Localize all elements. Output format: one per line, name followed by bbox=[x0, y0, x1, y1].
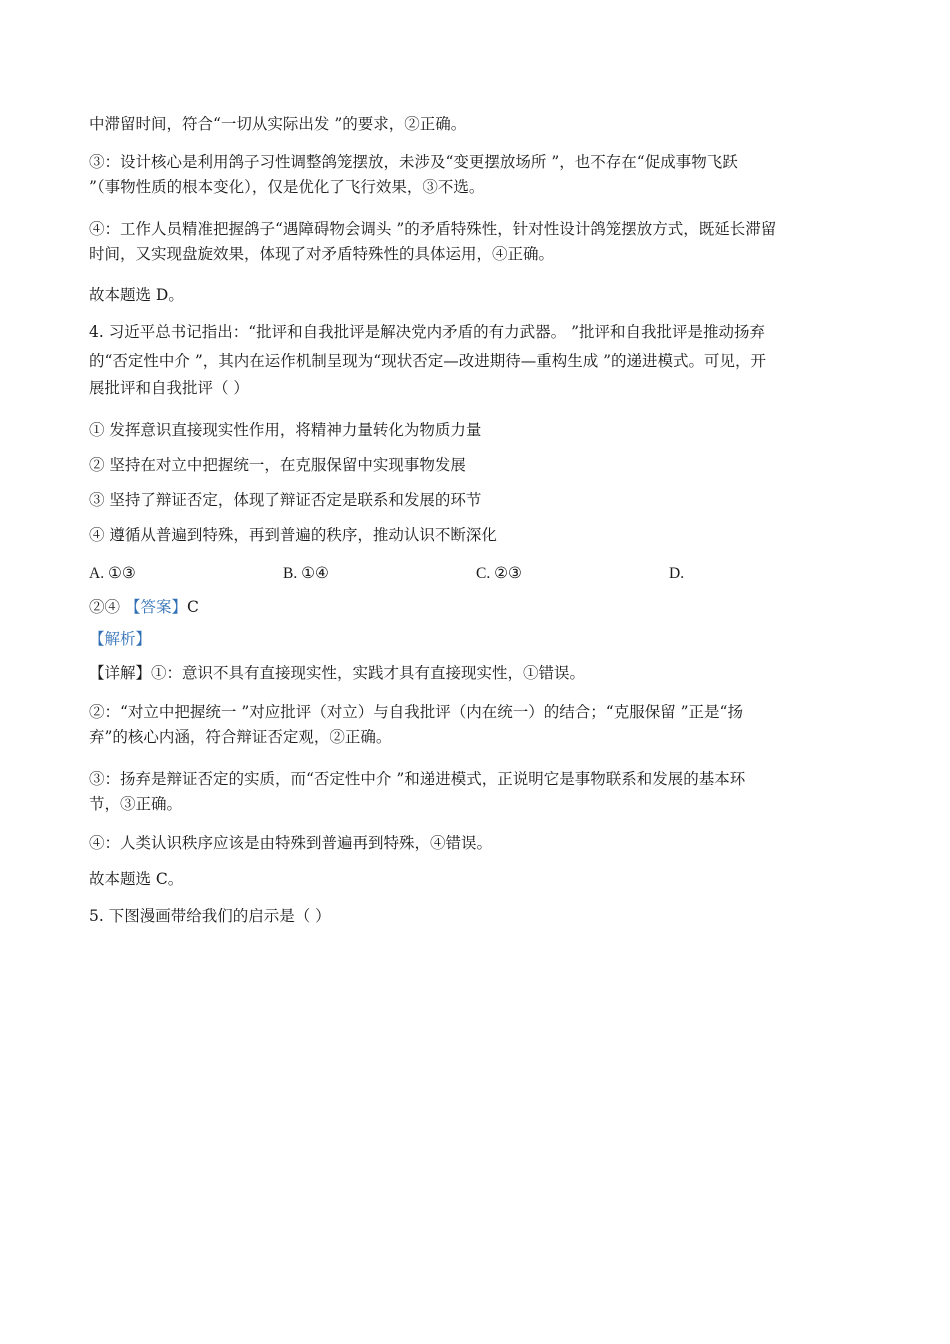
question-4-stem: 4. 习近平总书记指出：“批评和自我批评是解决党内矛盾的有力武器。 ”批评和自我批评是推动扬弃 bbox=[89, 323, 765, 341]
detail-line: ②：“对立中把握统一 ”对应批评（对立）与自我批评（内在统一）的结合；“克服保留 ”正是“扬 bbox=[89, 703, 743, 721]
answer-label: 【答案】 bbox=[124, 598, 187, 616]
text-line: 时间，又实现盘旋效果，体现了对矛盾特殊性的具体运用，④正确。 bbox=[89, 245, 555, 263]
question-4-stem: 的“否定性中介 ”，其内在运作机制呈现为“现状否定—改进期待—重构生成 ”的递进模式。可见，开 bbox=[89, 352, 767, 370]
option-a: A. ①③ bbox=[89, 565, 136, 582]
option-d-value: ②④ bbox=[89, 598, 121, 616]
detail-line: ③：扬弃是辩证否定的实质，而“否定性中介 ”和递进模式，正说明它是事物联系和发展的基本环 bbox=[89, 770, 746, 788]
detail-line: 节，③正确。 bbox=[89, 795, 183, 813]
option-c: C. ②③ bbox=[476, 565, 522, 582]
statement-3: ③ 坚持了辩证否定，体现了辩证否定是联系和发展的环节 bbox=[89, 491, 482, 509]
statement-1: ① 发挥意识直接现实性作用，将精神力量转化为物质力量 bbox=[89, 421, 482, 439]
option-b: B. ①④ bbox=[283, 565, 329, 582]
statement-4: ④ 遵循从普遍到特殊，再到普遍的秩序，推动认识不断深化 bbox=[89, 526, 497, 544]
question-5-stem: 5. 下图漫画带给我们的启示是（ ） bbox=[89, 907, 331, 925]
text-line: ④：工作人员精准把握鸽子“遇障碍物会调头 ”的矛盾特殊性，针对性设计鸽笼摆放方式，既延长滞留 bbox=[89, 220, 777, 238]
analysis-label: 【解析】 bbox=[89, 630, 152, 648]
answer-line bbox=[89, 596, 199, 618]
answer-value: C bbox=[186, 598, 199, 616]
text-line: 中滞留时间，符合“一切从实际出发 ”的要求，②正确。 bbox=[89, 115, 467, 133]
text-line: 故本题选 D。 bbox=[89, 286, 184, 304]
text-line: ③：设计核心是利用鸽子习性调整鸽笼摆放，未涉及“变更摆放场所 ”，也不存在“促成事物飞跃 bbox=[89, 153, 738, 171]
detail-line: 弃”的核心内涵，符合辩证否定观，②正确。 bbox=[89, 728, 392, 746]
statement-2: ② 坚持在对立中把握统一，在克服保留中实现事物发展 bbox=[89, 456, 466, 474]
detail-line: 故本题选 C。 bbox=[89, 870, 184, 888]
detail-line: ④：人类认识秩序应该是由特殊到普遍再到特殊，④错误。 bbox=[89, 834, 493, 852]
question-4-stem: 展批评和自我批评（ ） bbox=[89, 379, 249, 397]
detail-line: 【详解】①：意识不具有直接现实性，实践才具有直接现实性，①错误。 bbox=[89, 664, 586, 682]
text-line: ”（事物性质的根本变化），仅是优化了飞行效果，③不选。 bbox=[89, 178, 485, 196]
option-d: D. bbox=[669, 565, 685, 582]
